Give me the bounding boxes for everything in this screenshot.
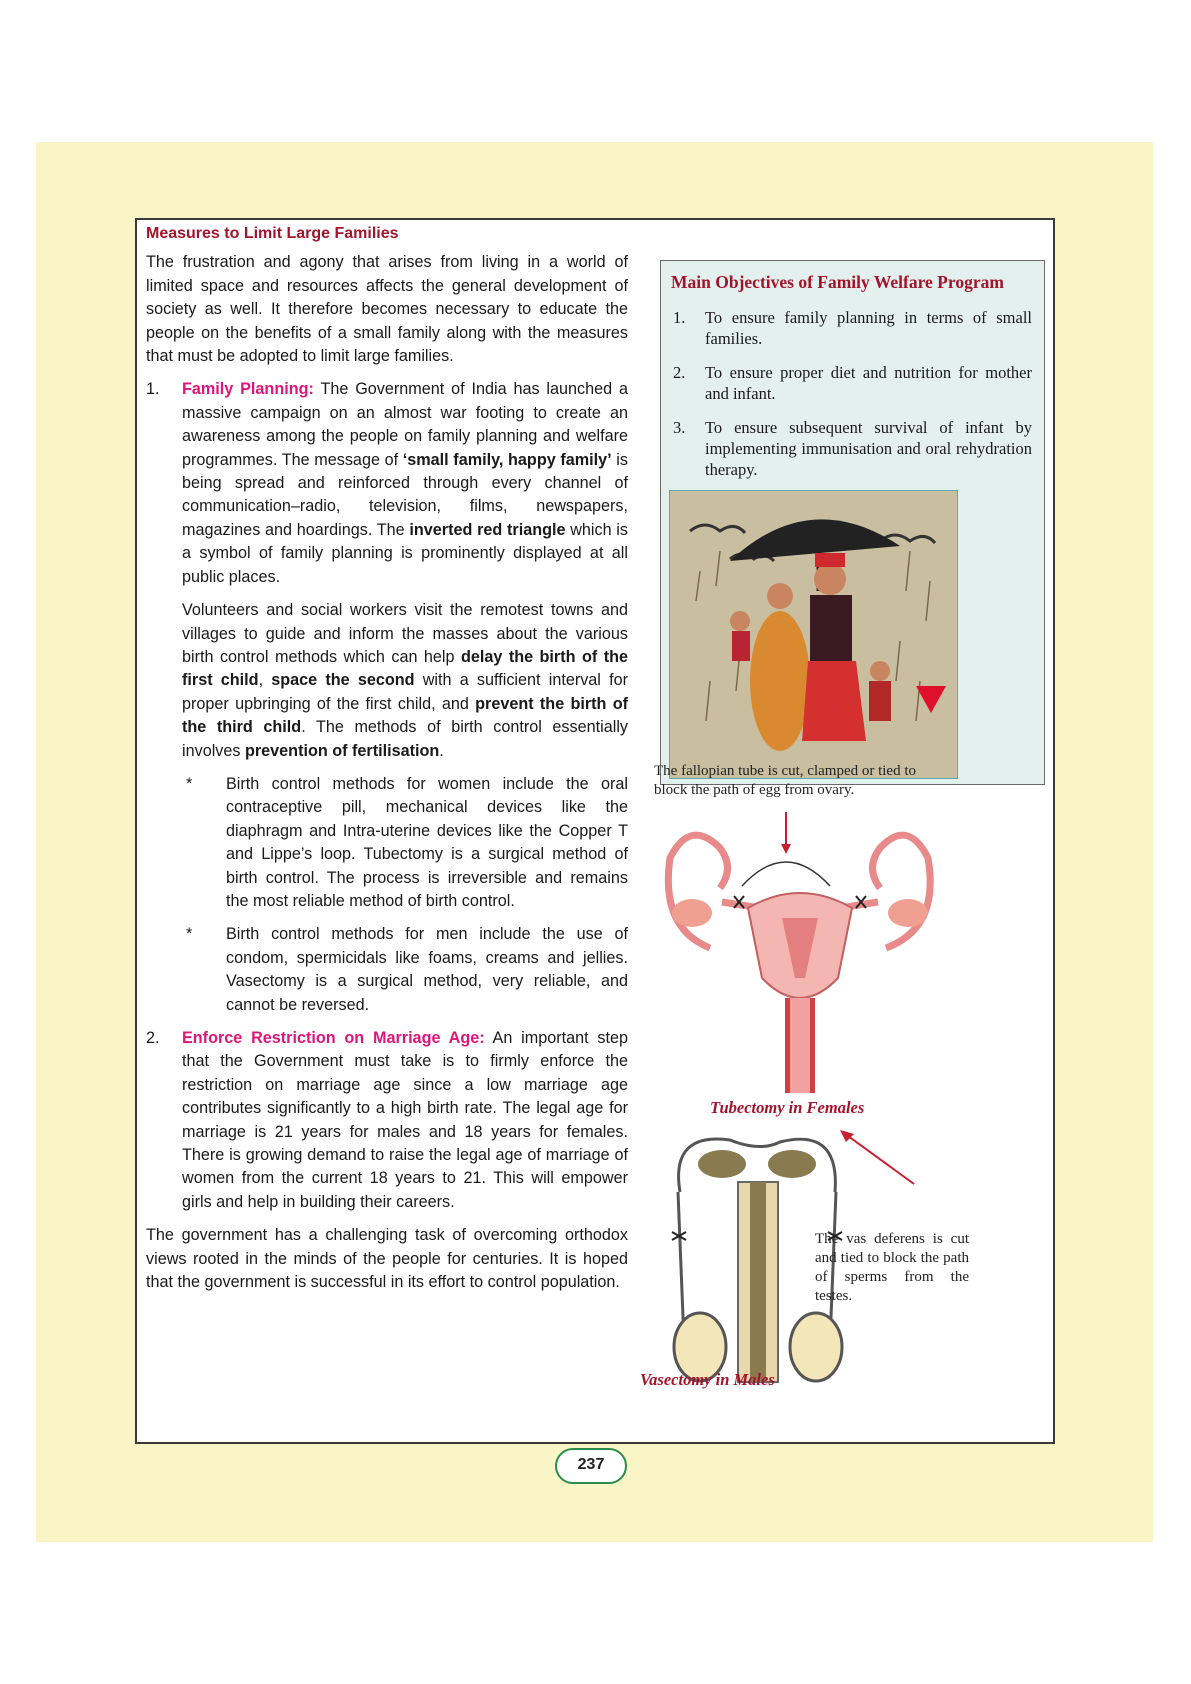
- item-number: 2.: [146, 1029, 160, 1047]
- main-text-column: [146, 222, 628, 1294]
- marriage-age-paragraph: Enforce Restriction on Marriage Age: An important step that the Government must take is to firmly enforce the restriction on marriage age since a low marriage age contributes significantly to a high birth rate. The legal age for marriage is 21 years for males and 18 years for females. There is growing demand to raise the legal age of marriage of women from the current 18 years to 21. This will empower girls and help in building their careers.: [182, 1029, 628, 1211]
- objectives-list: [673, 307, 1032, 480]
- objective-item: 1. To ensure family planning in terms of small families.: [673, 308, 1032, 348]
- item-title: Enforce Restriction on Marriage Age:: [182, 1029, 485, 1047]
- section-heading: Measures to Limit Large Families: [146, 225, 399, 242]
- vasectomy-pointer-arrow: [838, 1126, 918, 1186]
- bullet-marker: *: [186, 925, 193, 944]
- objectives-title: Main Objectives of Family Welfare Program: [671, 272, 1004, 292]
- vasectomy-title: Vasectomy in Males: [640, 1370, 775, 1389]
- item-title: Family Planning:: [182, 380, 314, 399]
- volunteers-paragraph: Volunteers and social workers visit the remotest towns and villages to guide and inform the masses about the various birth control methods which can help delay the birth of the first child, space the second with a sufficient interval for proper upbringing of the first child, and prevent the birth of the third child. The methods of birth control essentially involves prevention of fertilisation.: [182, 601, 629, 760]
- objective-item: 3. To ensure subsequent survival of infant by implementing immunisation and oral rehydration therapy.: [673, 418, 1032, 479]
- item-number: 1.: [146, 380, 160, 399]
- closing-paragraph: The government has a challenging task of overcoming orthodox views rooted in the minds of the people for centuries. It is hoped that the government is successful in its effort to control population.: [146, 1226, 628, 1292]
- list-item-marriage-age: [146, 1027, 628, 1214]
- page-number: 237: [555, 1448, 627, 1484]
- objectives-box: [660, 260, 1045, 785]
- vasectomy-caption: The vas deferens is cut and tied to block the path of sperms from the testes.: [815, 1231, 969, 1304]
- family-planning-paragraph: Family Planning: The Government of India has launched a massive campaign on an almost war footing to create an awareness among the people on family planning and welfare programmes. The message of ‘small family, happy family’ is being spread and reinforced through every channel of communication–radio, television, films, newspapers, magazines and hoardings. The inverted red triangle which is a symbol of family planning is prominently displayed at all public places.: [182, 380, 628, 586]
- objective-item: 2. To ensure proper diet and nutrition for mother and infant.: [673, 363, 1032, 403]
- bullet-women: * Birth control methods for women include the oral contraceptive pill, mechanical devices like the diaphragm and Intra-uterine devices like the Copper T and Lippe’s loop. Tubectomy is a surgical method of birth control. The process is irreversible and remains the most reliable method of birth control.: [186, 774, 628, 910]
- bullet-men: * Birth control methods for men include the use of condom, spermicidals like foams, creams and jellies. Vasectomy is a surgical method, very reliable, and cannot be reversed.: [186, 925, 628, 1014]
- bullet-marker: *: [186, 774, 193, 793]
- family-umbrella-illustration: [669, 490, 958, 779]
- list-item-family-planning: [146, 378, 628, 1017]
- tubectomy-diagram: [650, 808, 950, 1098]
- tubectomy-title: Tubectomy in Females: [710, 1098, 865, 1117]
- intro-paragraph: The frustration and agony that arises from living in a world of limited space and resources affects the general development of society as well. It therefore becomes necessary to educate the people on the benefits of a small family along with the measures that must be adopted to limit large families.: [146, 253, 628, 366]
- tubectomy-caption: The fallopian tube is cut, clamped or tied to block the path of egg from ovary.: [654, 763, 917, 798]
